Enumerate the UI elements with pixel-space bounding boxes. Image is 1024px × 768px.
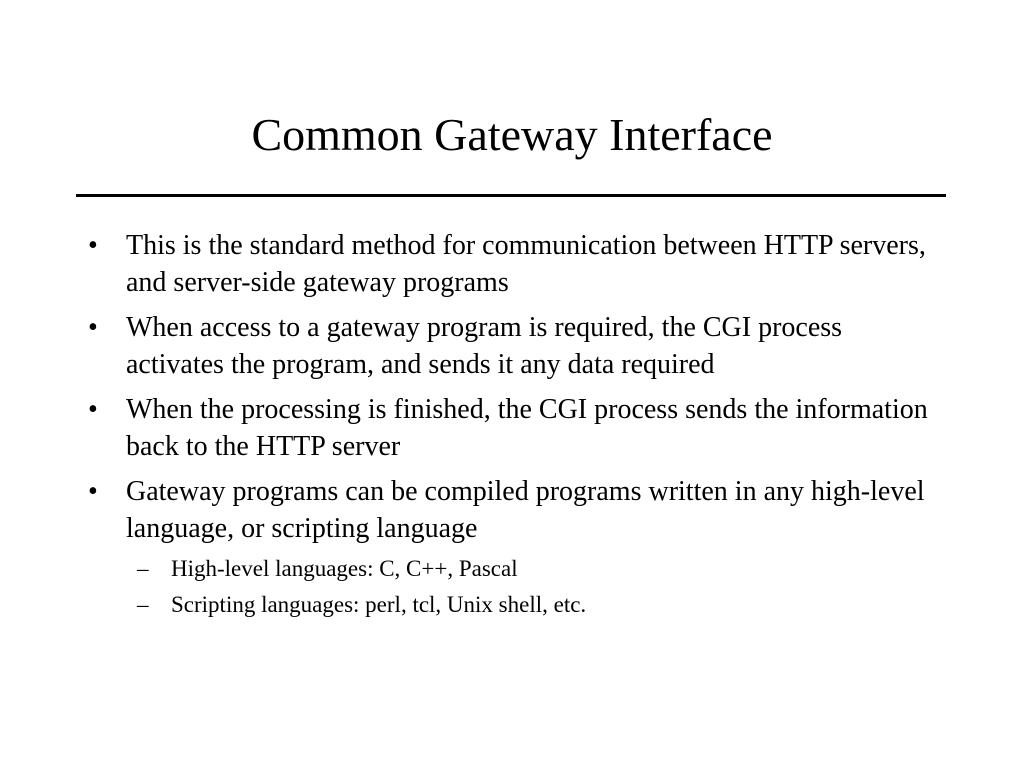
slide-title: Common Gateway Interface	[251, 109, 773, 160]
bullet-item	[0, 309, 946, 383]
sub-bullet-list	[126, 553, 946, 620]
bullet-marker: •	[88, 394, 98, 425]
sub-bullet-marker: –	[137, 592, 149, 617]
sub-bullet-item	[0, 553, 946, 584]
bullet-marker: •	[88, 230, 98, 261]
bullet-text: Gateway programs can be compiled programs written in any high-level language, or scripting language	[126, 476, 925, 544]
bullet-marker: •	[88, 312, 98, 343]
sub-bullet-marker: –	[137, 556, 149, 581]
bullet-text: This is the standard method for communication between HTTP servers, and server-side gateway programs	[126, 230, 926, 298]
bullet-marker: •	[88, 476, 98, 507]
sub-bullet-text: Scripting languages: perl, tcl, Unix shell, etc.	[171, 592, 587, 617]
bullet-item	[0, 227, 946, 301]
title-divider	[76, 194, 946, 197]
bullet-text: When access to a gateway program is required, the CGI process activates the program, and sends it any data required	[126, 312, 843, 380]
bullet-list	[0, 227, 1024, 628]
sub-bullet-text: High-level languages: C, C++, Pascal	[171, 556, 518, 581]
bullet-item	[0, 473, 946, 620]
bullet-text: When the processing is finished, the CGI process sends the information back to the HTTP server	[126, 394, 928, 462]
bullet-item	[0, 391, 946, 465]
sub-bullet-item	[0, 589, 946, 620]
